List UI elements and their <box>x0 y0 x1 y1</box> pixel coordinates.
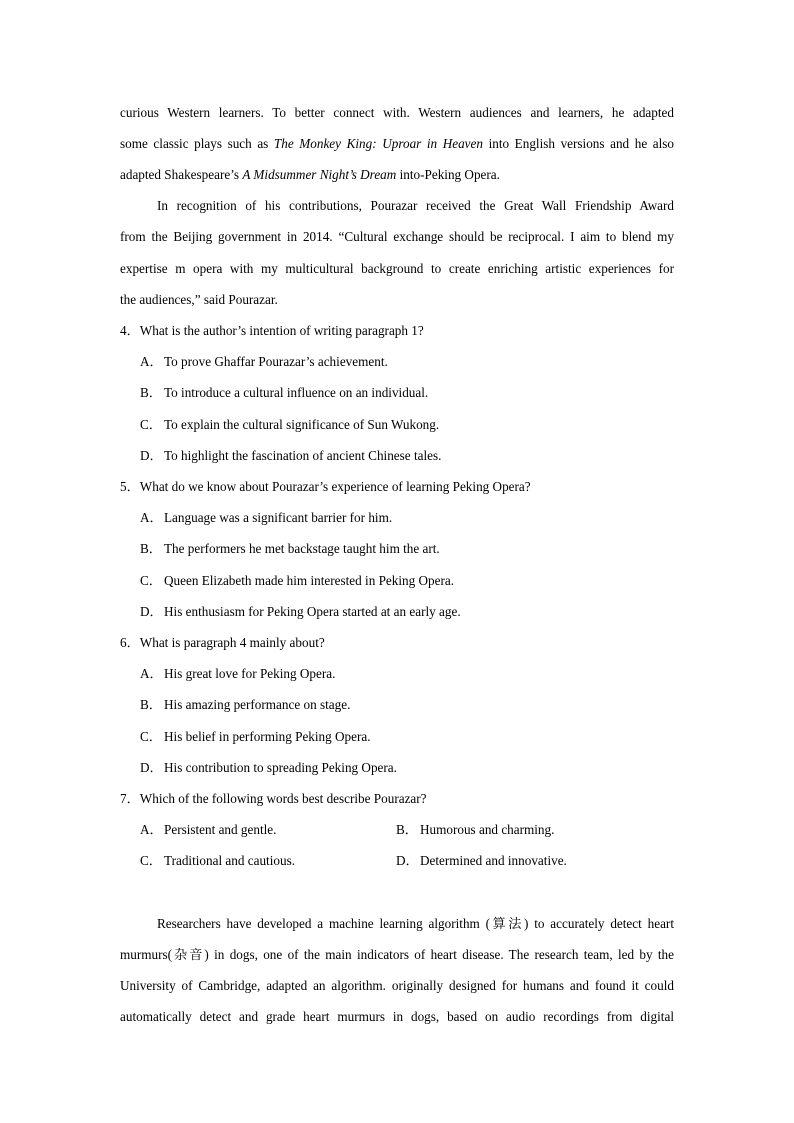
option-text: His belief in performing Peking Opera. <box>164 729 371 744</box>
option-label: A． <box>140 510 163 525</box>
text-span: into English versions and he also <box>483 136 674 151</box>
option-label: D． <box>140 604 163 619</box>
option-text: To introduce a cultural influence on an individual. <box>164 385 429 400</box>
option-label: D． <box>140 448 163 463</box>
question-5-stem: 5．What do we know about Pourazar’s experience of learning Peking Opera? <box>120 479 531 494</box>
passage-c-p2-line1: In recognition of his contributions, Pourazar received the Great Wall Friendship Award <box>157 198 674 213</box>
option-text: His amazing performance on stage. <box>164 697 351 712</box>
option-text: To highlight the fascination of ancient Chinese tales. <box>164 448 442 463</box>
option-label: C． <box>140 573 162 588</box>
text-span: into-Peking Opera. <box>396 167 500 182</box>
question-6-stem: 6．What is paragraph 4 mainly about? <box>120 635 325 650</box>
option-label: C． <box>140 853 162 868</box>
option-label: C． <box>140 417 162 432</box>
question-4-option-d <box>140 447 694 465</box>
text-span: adapted Shakespeare’s <box>120 167 243 182</box>
option-text: His contribution to spreading Peking Opera. <box>164 760 397 775</box>
option-text: Queen Elizabeth made him interested in Peking Opera. <box>164 573 455 588</box>
option-text: Persistent and gentle. <box>164 822 277 837</box>
question-4-stem: 4．What is the author’s intention of writing paragraph 1? <box>120 323 424 338</box>
option-label: A． <box>140 822 163 837</box>
passage-d-line2: murmurs(杂音) in dogs, one of the main indicators of heart disease. The research team, led by the <box>120 947 674 962</box>
question-4-option-b <box>140 384 694 402</box>
passage-c-p1-line1 <box>120 104 674 122</box>
question-6-option-d <box>140 759 694 777</box>
question-5-option-d <box>140 603 694 621</box>
question-4-option-a <box>140 353 694 371</box>
question-6-option-a <box>140 665 694 683</box>
option-label: D． <box>396 853 419 868</box>
option-text: Humorous and charming. <box>420 822 555 837</box>
option-label: B． <box>140 541 162 556</box>
passage-c-p2-line2: from the Beijing government in 2014. “Cultural exchange should be reciprocal. I aim to blend my <box>120 229 674 244</box>
question-7-option-b <box>396 821 666 839</box>
option-label: D． <box>140 760 163 775</box>
question-7-option-a <box>140 821 390 839</box>
question-5-option-b <box>140 540 694 558</box>
play-title: A Midsummer Night’s Dream <box>242 167 397 182</box>
option-text: Language was a significant barrier for him. <box>164 510 393 525</box>
passage-d-line1: Researchers have developed a machine learning algorithm (算法) to accurately detect heart <box>157 916 674 931</box>
question-5-option-a <box>140 509 694 527</box>
passage-c-p1-line3 <box>120 166 674 184</box>
passage-c-p2-line3: expertise m opera with my multicultural background to create enriching artistic experiences for <box>120 261 674 276</box>
question-6-option-b <box>140 696 694 714</box>
text-span: some classic plays such as <box>120 136 274 151</box>
question-7-option-d <box>396 852 666 870</box>
option-text: Traditional and cautious. <box>164 853 296 868</box>
option-label: B． <box>140 385 162 400</box>
option-text: To explain the cultural significance of Sun Wukong. <box>164 417 440 432</box>
question-7-option-c <box>140 852 390 870</box>
text-span: curious Western learners. To better connect with. Western audiences and learners, he adapted <box>120 105 674 120</box>
passage-c-p2-line4: the audiences,” said Pourazar. <box>120 292 278 307</box>
play-title: The Monkey King: Uproar in Heaven <box>273 136 483 151</box>
option-text: His great love for Peking Opera. <box>164 666 336 681</box>
question-6-option-c <box>140 728 694 746</box>
question-7-stem: 7．Which of the following words best describe Pourazar? <box>120 791 427 806</box>
option-text: The performers he met backstage taught him the art. <box>164 541 440 556</box>
passage-d-line3: University of Cambridge, adapted an algorithm. originally designed for humans and found it could <box>120 978 674 993</box>
option-label: B． <box>140 697 162 712</box>
option-text: Determined and innovative. <box>420 853 567 868</box>
option-label: A． <box>140 354 163 369</box>
option-text: His enthusiasm for Peking Opera started at an early age. <box>164 604 461 619</box>
question-4-option-c <box>140 416 694 434</box>
passage-c-p1-line2 <box>120 135 674 153</box>
passage-d-line4: automatically detect and grade heart murmurs in dogs, based on audio recordings from digital <box>120 1009 674 1024</box>
question-5-option-c <box>140 572 694 590</box>
option-label: B． <box>396 822 418 837</box>
option-label: A． <box>140 666 163 681</box>
option-label: C． <box>140 729 162 744</box>
option-text: To prove Ghaffar Pourazar’s achievement. <box>164 354 388 369</box>
